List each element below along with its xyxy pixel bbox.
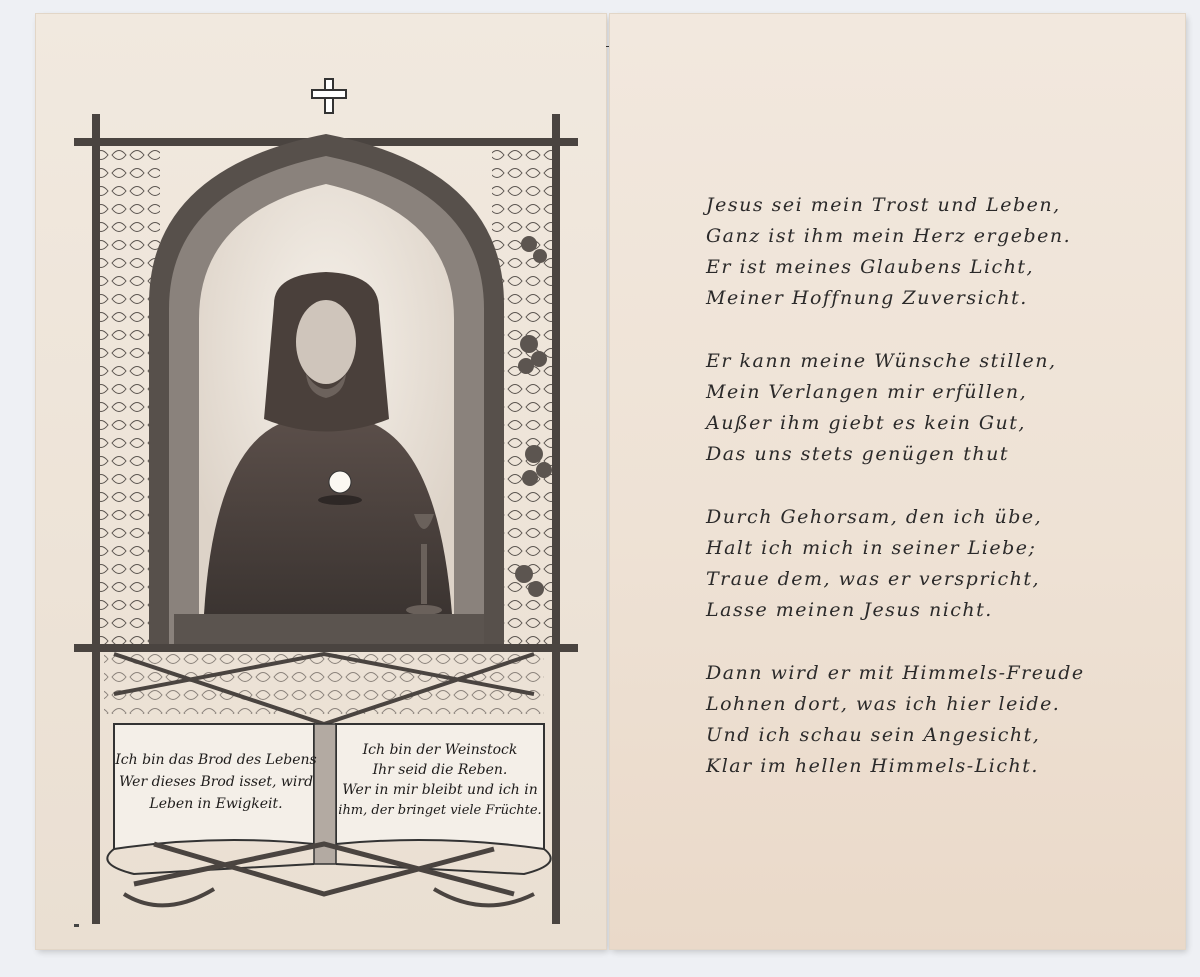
poem-line: Meiner Hoffnung Zuversicht. <box>706 287 1028 309</box>
stanza-3 <box>706 502 1126 626</box>
poem-line: Jesus sei mein Trost und Leben, <box>706 194 1061 216</box>
banner-right-line-1: Ich bin der Weinstock <box>362 742 518 758</box>
stanza-4 <box>706 658 1126 782</box>
poem-line: Und ich schau sein Angesicht, <box>706 724 1041 746</box>
cross-icon <box>312 79 346 113</box>
poem-line: Mein Verlangen mir erfüllen, <box>706 381 1028 403</box>
stanza-2 <box>706 346 1126 470</box>
poem-line: Klar im hellen Himmels-Licht. <box>706 755 1039 777</box>
poem-line: Außer ihm giebt es kein Gut, <box>706 412 1026 434</box>
left-page <box>36 14 606 949</box>
poem-line: Lohnen dort, was ich hier leide. <box>706 693 1061 715</box>
stanza-1 <box>706 190 1126 314</box>
devotional-engraving <box>74 74 584 934</box>
poem-line: Halt ich mich in seiner Liebe; <box>706 537 1037 559</box>
poem-line: Er kann meine Wünsche stillen, <box>706 350 1057 372</box>
print-mark <box>74 924 79 927</box>
poem-line: Das uns stets genügen thut <box>706 443 1009 465</box>
poem <box>706 190 1126 814</box>
banner-left-line-1: Ich bin das Brod des Lebens <box>115 752 317 768</box>
poem-line: Er ist meines Glaubens Licht, <box>706 256 1035 278</box>
banner-right-line-4: ihm, der bringet viele Früchte. <box>338 803 542 818</box>
banner-right-line-3: Wer in mir bleibt und ich in <box>342 782 538 798</box>
banner-right-line-2: Ihr seid die Reben. <box>372 762 508 778</box>
poem-line: Traue dem, was er verspricht, <box>706 568 1041 590</box>
banner-left-line-3: Leben in Ewigkeit. <box>149 796 283 812</box>
poem-line: Ganz ist ihm mein Herz ergeben. <box>706 225 1072 247</box>
poem-line: Lasse meinen Jesus nicht. <box>706 599 993 621</box>
poem-line: Durch Gehorsam, den ich übe, <box>706 506 1043 528</box>
poem-line: Dann wird er mit Himmels-Freude <box>706 662 1085 684</box>
banner-left-line-2: Wer dieses Brod isset, wird <box>118 774 314 790</box>
